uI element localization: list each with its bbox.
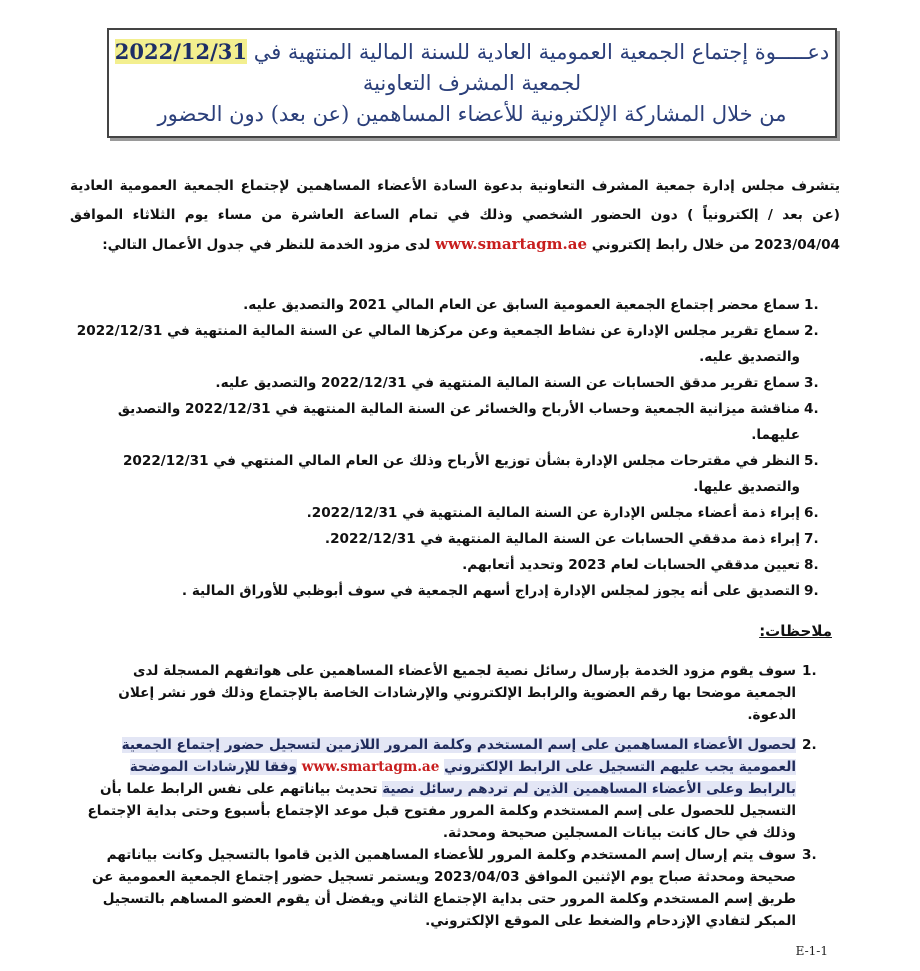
invitation-title-box xyxy=(107,28,837,138)
note-number: 2. xyxy=(802,737,817,753)
agenda-number: 5. xyxy=(804,453,819,469)
note-link[interactable]: www.smartagm.ae xyxy=(301,759,440,775)
agenda-item xyxy=(70,526,830,552)
agenda-text: التصديق على أنه يجوز لمجلس الإدارة إدراج أسهم الجمعية في سوف أبوظبي للأوراق المالية . xyxy=(181,583,800,599)
agenda-item xyxy=(70,318,830,370)
intro-text-1: يتشرف مجلس إدارة جمعية المشرف التعاونية بدعوة السادة الأعضاء المساهمين لإجتماع الجمعية العمومية العادية (عن بعد / إلكترونياً ) دون الحضور الشخصي وذلك في تمام الساعة العاشرة من مساء يوم الثلاثاء الموافق 2023/04/04 من خلال رابط إلكتروني xyxy=(70,178,840,253)
note-item xyxy=(85,734,830,844)
note-text: سوف يقوم مزود الخدمة بإرسال رسائل نصية لجميع الأعضاء المساهمين على هواتفهم المسجلة لدى الجمعية موضحا بها رقم العضوية والرابط الإلكتروني والإرشادات الخاصة بالإجتماع وذلك فور نشر إعلان الدعوة. xyxy=(118,663,796,723)
intro-text-2: لدى مزود الخدمة للنظر في جدول الأعمال التالي: xyxy=(102,237,431,253)
note-text: سوف يتم إرسال إسم المستخدم وكلمة المرور للأعضاء المساهمين الذين قاموا بالتسجيل وكانت بياناتهم صحيحة ومحدثة صباح يوم الإثنين الموافق 2023/04/03 ويستمر تسجيل حضور إجتماع الجمعية العمومية عن طريق إسم المستخدم وكلمة المرور حتى بداية الإجتماع الثاني ويفضل أن يقوم العضو المساهم بالتسجيل المبكر لتفادي الإزدحام والضغط على الموقع الإلكتروني. xyxy=(91,847,796,929)
agenda-item xyxy=(70,448,830,500)
agenda-number: 4. xyxy=(804,401,819,417)
agenda-number: 7. xyxy=(804,531,819,547)
agenda-text: سماع تقرير مدقق الحسابات عن السنة المالية المنتهية في 2022/12/31 والتصديق عليه. xyxy=(215,375,800,391)
agenda-number: 2. xyxy=(804,323,819,339)
agenda-number: 1. xyxy=(804,297,819,313)
title-prefix: دعـــــوة إجتماع الجمعية العمومية العادية للسنة المالية المنتهية في xyxy=(253,40,830,64)
agenda-item xyxy=(70,578,830,604)
intro-link[interactable]: www.smartagm.ae xyxy=(435,235,588,253)
agenda-text: النظر في مقترحات مجلس الإدارة بشأن توزيع الأرباح وذلك عن العام المالي المنتهي في 2022/12/31 والتصديق عليها. xyxy=(122,453,800,495)
agenda-number: 6. xyxy=(804,505,819,521)
agenda-item xyxy=(70,292,830,318)
title-line-3: من خلال المشاركة الإلكترونية للأعضاء المساهمين (عن بعد) دون الحضور xyxy=(157,102,787,126)
page-code: E-1-1 xyxy=(795,944,828,958)
note-number: 1. xyxy=(802,663,817,679)
agenda-text: سماع محضر إجتماع الجمعية العمومية السابق عن العام المالي 2021 والتصديق عليه. xyxy=(243,297,800,313)
agenda-item xyxy=(70,396,830,448)
agenda-item xyxy=(70,552,830,578)
agenda-item xyxy=(70,500,830,526)
notes-heading: ملاحظات: xyxy=(759,622,832,640)
agenda-text: مناقشة ميزانية الجمعية وحساب الأرباح والخسائر عن السنة المالية المنتهية في 2022/12/31 والتصديق عليهما. xyxy=(117,401,800,443)
note-text: وفقا للإرشادات الموضحة بالرابط وعلى الأعضاء المساهمين الذين لم تردهم رسائل نصية xyxy=(129,759,796,797)
notes-list xyxy=(85,660,830,932)
agenda-number: 9. xyxy=(804,583,819,599)
note-text: لحصول الأعضاء المساهمين على إسم المستخدم وكلمة المرور اللازمين لتسجيل حضور إجتماع الجمعية العمومية يجب عليهم التسجيل على الرابط الإلكتروني xyxy=(121,737,796,775)
note-item xyxy=(85,844,830,932)
agenda-list xyxy=(70,292,830,604)
agenda-text: إبراء ذمة مدققي الحسابات عن السنة المالية المنتهية في 2022/12/31. xyxy=(324,531,800,547)
agenda-text: إبراء ذمة أعضاء مجلس الإدارة عن السنة المالية المنتهية في 2022/12/31. xyxy=(306,505,800,521)
title-line-1 xyxy=(109,36,835,68)
note-number: 3. xyxy=(802,847,817,863)
agenda-text: تعيين مدققي الحسابات لعام 2023 وتحديد أتعابهم. xyxy=(462,557,800,573)
note-text: تحديث بياناتهم على نفس الرابط علما بأن التسجيل للحصول على إسم المستخدم وكلمة المرور مفتوح قبل موعد الإجتماع بأسبوع وحتى بداية الإجتماع وذلك في حال كانت بيانات المسجلين صحيحة ومحدثة. xyxy=(87,781,796,841)
agenda-number: 3. xyxy=(804,375,819,391)
title-line-2: لجمعية المشرف التعاونية xyxy=(362,71,582,95)
title-date: 2022/12/31 xyxy=(114,39,248,64)
agenda-number: 8. xyxy=(804,557,819,573)
intro-paragraph xyxy=(70,172,840,260)
agenda-text: سماع تقرير مجلس الإدارة عن نشاط الجمعية وعن مركزها المالي عن السنة المالية المنتهية في 2022/12/31 والتصديق عليه. xyxy=(76,323,800,365)
agenda-item xyxy=(70,370,830,396)
note-item xyxy=(85,660,830,726)
